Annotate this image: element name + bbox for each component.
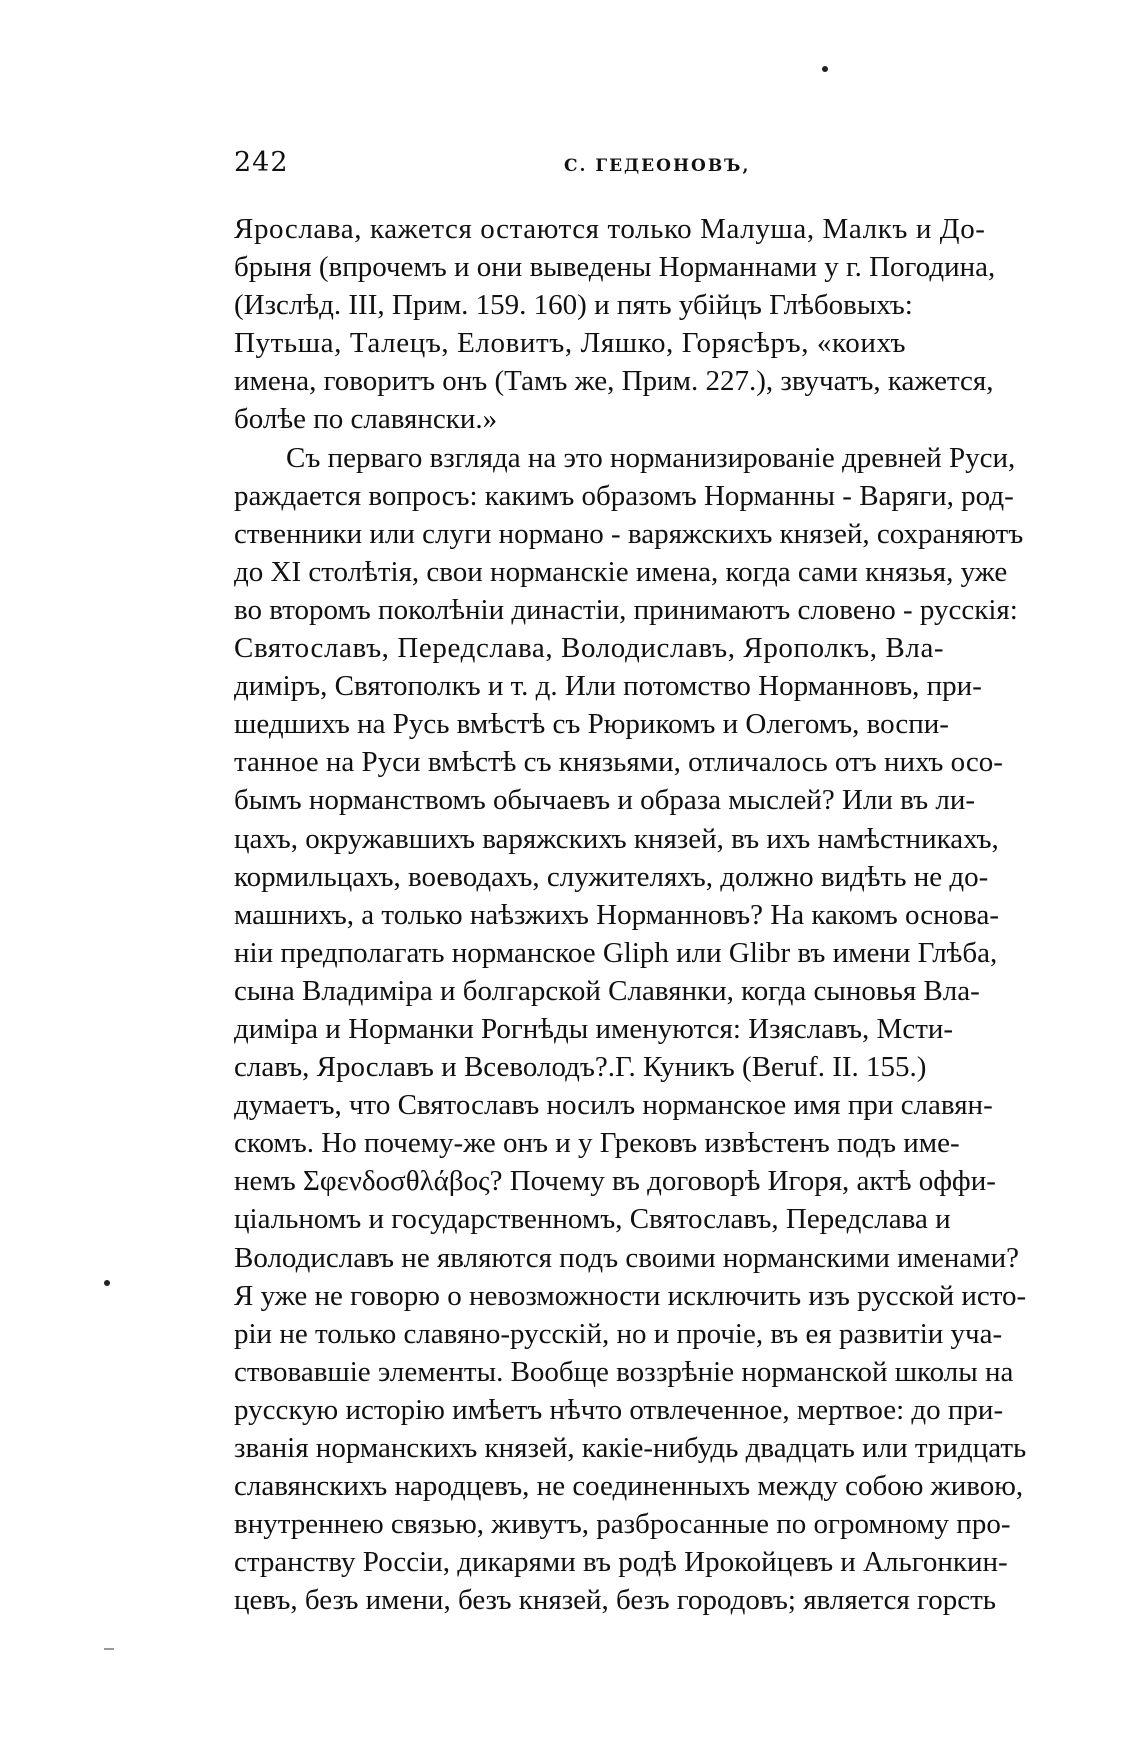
- text-line: ціальномъ и государственномъ, Святославъ, Передслава и: [234, 1203, 951, 1236]
- text-line: Святославъ, Передслава, Володиславъ, Ярополкъ, Вла-: [234, 632, 945, 665]
- text-line: внутреннею связью, живутъ, разбросанные по огромному про-: [234, 1508, 1011, 1541]
- text-line: ріи не только славяно-русскій, но и прочіе, въ ея развитіи уча-: [234, 1317, 1003, 1350]
- body-text: [234, 210, 1094, 1619]
- text-line: во второмъ поколѣніи династіи, принимаютъ словено - русскія:: [234, 593, 1018, 626]
- text-line: славъ, Ярославъ и Всеволодъ?.Г. Куникъ (Beruf. II. 155.): [234, 1051, 927, 1084]
- margin-tick: [104, 1648, 114, 1650]
- text-line: (Изслѣд. III, Прим. 159. 160) и пять убійцъ Глѣбовыхъ:: [234, 289, 913, 322]
- text-line: имена, говоритъ онъ (Тамъ же, Прим. 227.), звучатъ, кажется,: [234, 365, 994, 398]
- page-header: [234, 146, 1070, 186]
- text-line: Я уже не говорю о невозможности исключить изъ русской исто-: [234, 1279, 1027, 1312]
- speck-mark: [104, 1280, 110, 1286]
- text-line: машнихъ, а только наѣзжихъ Норманновъ? На какомъ основа-: [234, 898, 1000, 931]
- text-line: бымъ норманствомъ обычаевъ и образа мыслей? Или въ ли-: [234, 784, 976, 817]
- text-line: диміра и Норманки Рогнѣды именуются: Изяславъ, Мсти-: [234, 1012, 954, 1045]
- text-line: танное на Руси вмѣстѣ съ князьями, отличалось отъ нихъ осо-: [234, 746, 1003, 779]
- speck-mark: [822, 66, 828, 72]
- text-line: ніи предполагать норманское Gliph или Glibr въ имени Глѣба,: [234, 936, 998, 969]
- text-line: сына Владиміра и болгарской Славянки, когда сыновья Вла-: [234, 974, 980, 1007]
- text-line: диміръ, Святополкъ и т. д. Или потомство Норманновъ, при-: [234, 670, 982, 703]
- text-line: ственники или слуги нормано - варяжскихъ князей, сохраняютъ: [234, 517, 1024, 550]
- text-line: русскую исторію имѣетъ нѣчто отвлеченное, мертвое: до при-: [234, 1393, 1004, 1426]
- running-head: С. ГЕДЕОНОВЪ,: [564, 156, 751, 176]
- page-number: 242: [234, 147, 289, 178]
- text-line: ствовавшіе элементы. Вообще воззрѣніе норманской школы на: [234, 1355, 1014, 1388]
- text-line: раждается вопросъ: какимъ образомъ Норманны - Варяги, род-: [234, 479, 1014, 512]
- text-line: брыня (впрочемъ и они выведены Норманнами у г. Погодина,: [234, 251, 996, 284]
- text-line: немъ Σφενδοσθλάβος? Почему въ договорѣ Игоря, актѣ оффи-: [234, 1165, 996, 1198]
- text-line: кормильцахъ, воеводахъ, служителяхъ, должно видѣть не до-: [234, 860, 989, 893]
- text-line: думаетъ, что Святославъ носилъ норманское имя при славян-: [234, 1089, 993, 1122]
- text-line: Ярослава, кажется остаются только Малуша, Малкъ и До-: [234, 213, 986, 245]
- text-line: шедшихъ на Русь вмѣстѣ съ Рюрикомъ и Олегомъ, воспи-: [234, 708, 949, 741]
- text-line: Путьша, Талецъ, Еловитъ, Ляшко, Горясѣръ, «коихъ: [234, 327, 907, 360]
- text-line: скомъ. Но почему-же онъ и у Грековъ извѣстенъ подъ име-: [234, 1127, 960, 1160]
- text-line: цахъ, окружавшихъ варяжскихъ князей, въ ихъ намѣстникахъ,: [234, 822, 999, 855]
- text-line: Съ перваго взгляда на это норманизированіе древней Руси,: [286, 441, 1016, 474]
- text-line: до XI столѣтія, свои норманскіе имена, когда сами князья, уже: [234, 555, 1008, 588]
- text-line: Володиславъ не являются подъ своими норманскими именами?: [234, 1241, 1019, 1274]
- text-line: странству Россіи, дикарями въ родѣ Ирокойцевъ и Альгонкин-: [234, 1546, 1008, 1579]
- text-line: болѣе по славянски.»: [234, 403, 498, 436]
- text-line: званія норманскихъ князей, какіе-нибудь двадцать или тридцать: [234, 1432, 1027, 1464]
- text-line: славянскихъ народцевъ, не соединенныхъ между собою живою,: [234, 1470, 1024, 1503]
- text-line: цевъ, безъ имени, безъ князей, безъ городовъ; является горсть: [234, 1584, 996, 1617]
